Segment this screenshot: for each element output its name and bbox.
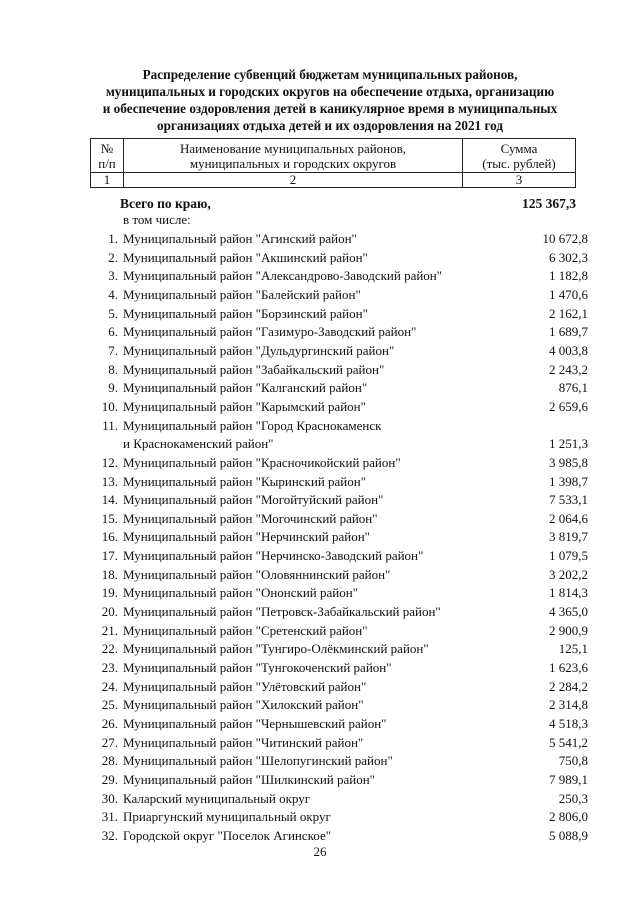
page-number: 26 xyxy=(313,844,327,859)
table-header xyxy=(90,138,576,188)
row-name: Муниципальный район "Кыринский район" xyxy=(123,473,367,489)
row-number: 29. xyxy=(101,772,118,788)
row-number: 8. xyxy=(108,361,118,377)
title-line: муниципальных и городских округов на обеспечение отдыха, организацию xyxy=(105,84,555,99)
row-value: 2 243,2 xyxy=(549,361,588,377)
row-number: 12. xyxy=(101,454,118,470)
table-row xyxy=(0,696,640,715)
row-value: 7 989,1 xyxy=(549,772,588,788)
row-number: 24. xyxy=(101,678,118,694)
table-row xyxy=(0,491,640,510)
table-row xyxy=(0,286,640,305)
row-value: 6 302,3 xyxy=(549,249,588,265)
row-name: Муниципальный район "Чернышевский район" xyxy=(123,716,387,732)
row-number: 13. xyxy=(101,473,118,489)
row-number: 30. xyxy=(101,790,118,806)
row-name: Муниципальный район "Оловяннинский район" xyxy=(123,566,391,582)
row-name-continued: и Краснокаменский район" xyxy=(123,435,274,451)
row-name: Муниципальный район "Забайкальский район" xyxy=(123,361,385,377)
row-value: 2 064,6 xyxy=(549,510,588,526)
row-value: 3 819,7 xyxy=(549,529,588,545)
row-value: 2 284,2 xyxy=(549,678,588,694)
row-value: 3 202,2 xyxy=(549,566,588,582)
row-value: 2 314,8 xyxy=(549,697,588,713)
row-name: Муниципальный район "Петровск-Забайкальский район" xyxy=(123,604,441,620)
row-number: 6. xyxy=(108,324,118,340)
header-name: Наименование муниципальных районов, муниципальных и городских округов xyxy=(124,139,463,173)
row-value: 4 003,8 xyxy=(549,342,588,358)
row-name: Муниципальный район "Борзинский район" xyxy=(123,305,368,321)
total-value: 125 367,3 xyxy=(522,196,576,211)
row-value: 4 365,0 xyxy=(549,604,588,620)
row-name: Муниципальный район "Город Краснокаменск xyxy=(123,417,382,433)
table-row xyxy=(0,361,640,380)
row-name: Муниципальный район "Могойтуйский район" xyxy=(123,492,384,508)
row-number: 21. xyxy=(101,622,118,638)
header-index: 1 xyxy=(91,173,124,188)
table-body xyxy=(0,230,640,846)
header-number: № п/п xyxy=(91,139,124,173)
row-value: 1 689,7 xyxy=(549,324,588,340)
table-row xyxy=(0,603,640,622)
row-value: 7 533,1 xyxy=(549,492,588,508)
row-name: Муниципальный район "Газимуро-Заводский район" xyxy=(123,324,417,340)
row-name: Муниципальный район "Калганский район" xyxy=(123,380,368,396)
title-line: организациях отдыха детей и их оздоровления на 2021 год xyxy=(156,118,503,133)
row-number: 15. xyxy=(101,510,118,526)
row-number: 1. xyxy=(108,231,118,246)
table-row xyxy=(0,528,640,547)
row-value: 10 672,8 xyxy=(542,231,588,246)
row-number: 11. xyxy=(102,417,118,433)
row-name: Муниципальный район "Читинский район" xyxy=(123,734,364,750)
row-value: 5 088,9 xyxy=(549,827,588,843)
row-name: Муниципальный район "Балейский район" xyxy=(123,286,361,302)
row-number: 17. xyxy=(101,548,118,564)
row-value: 1 470,6 xyxy=(549,286,588,302)
row-name: Муниципальный район "Агинский район" xyxy=(123,231,357,246)
table-row xyxy=(0,752,640,771)
table-row xyxy=(0,771,640,790)
row-name: Муниципальный район "Нерчинский район" xyxy=(123,529,370,545)
table-row xyxy=(0,622,640,641)
table-row xyxy=(0,808,640,827)
table-row xyxy=(0,323,640,342)
row-name: Муниципальный район "Карымский район" xyxy=(123,398,366,414)
table-row xyxy=(0,659,640,678)
table-row xyxy=(0,790,640,809)
row-name: Муниципальный район "Красночикойский район" xyxy=(123,454,401,470)
row-number: 14. xyxy=(101,492,118,508)
row-name: Муниципальный район "Сретенский район" xyxy=(123,622,368,638)
header-amount: Сумма (тыс. рублей) xyxy=(463,139,576,173)
row-name: Муниципальный район "Могочинский район" xyxy=(123,510,378,526)
row-value: 1 623,6 xyxy=(549,660,588,676)
table-row xyxy=(0,640,640,659)
row-value: 2 806,0 xyxy=(549,809,588,825)
row-value: 125,1 xyxy=(558,641,588,657)
row-number: 18. xyxy=(101,566,118,582)
row-name: Муниципальный район "Дульдургинский район" xyxy=(123,342,395,358)
table-row xyxy=(0,342,640,361)
row-name: Городской округ "Поселок Агинское" xyxy=(123,827,332,843)
including-label: в том числе: xyxy=(123,212,191,227)
table-row xyxy=(0,734,640,753)
table-row xyxy=(0,584,640,603)
table-row xyxy=(0,305,640,324)
row-value: 2 162,1 xyxy=(549,305,588,321)
row-value: 4 518,3 xyxy=(549,716,588,732)
table-row xyxy=(0,267,640,286)
row-number: 19. xyxy=(101,585,118,601)
row-name: Приаргунский муниципальный округ xyxy=(123,809,331,825)
row-value: 1 182,8 xyxy=(549,268,588,284)
row-number: 20. xyxy=(101,604,118,620)
row-number: 5. xyxy=(108,305,118,321)
row-value: 1 814,3 xyxy=(549,585,588,601)
row-name: Муниципальный район "Улётовский район" xyxy=(123,678,367,694)
row-number: 31. xyxy=(101,809,118,825)
row-value: 2 659,6 xyxy=(549,398,588,414)
row-value: 5 541,2 xyxy=(549,734,588,750)
row-name: Муниципальный район "Шелопугинский район" xyxy=(123,753,393,769)
row-name: Муниципальный район "Акшинский район" xyxy=(123,249,368,265)
title-line: и обеспечение оздоровления детей в каникулярное время в муниципальных xyxy=(102,101,558,116)
row-name: Муниципальный район "Нерчинско-Заводский район" xyxy=(123,548,424,564)
document-title xyxy=(80,66,580,134)
table-row xyxy=(0,473,640,492)
row-name: Муниципальный район "Хилокский район" xyxy=(123,697,364,713)
table-row xyxy=(0,249,640,268)
row-value: 1 398,7 xyxy=(549,473,588,489)
row-number: 2. xyxy=(108,249,118,265)
table-row xyxy=(0,454,640,473)
row-number: 26. xyxy=(101,716,118,732)
row-number: 23. xyxy=(101,660,118,676)
table-row xyxy=(0,379,640,398)
row-number: 28. xyxy=(101,753,118,769)
row-number: 16. xyxy=(101,529,118,545)
row-value: 1 251,3 xyxy=(549,435,588,451)
row-name: Муниципальный район "Тунгокоченский район" xyxy=(123,660,392,676)
row-number: 25. xyxy=(101,697,118,713)
table-row xyxy=(0,398,640,417)
row-number: 32. xyxy=(101,827,118,843)
table-row xyxy=(0,417,640,454)
row-number: 3. xyxy=(108,268,118,284)
row-number: 9. xyxy=(108,380,118,396)
table-row xyxy=(0,678,640,697)
total-label: Всего по краю, xyxy=(120,196,211,211)
row-name: Муниципальный район "Шилкинский район" xyxy=(123,772,375,788)
row-value: 250,3 xyxy=(558,790,588,806)
row-name: Муниципальный район "Тунгиро-Олёкминский район" xyxy=(123,641,429,657)
table-row xyxy=(0,566,640,585)
row-value: 876,1 xyxy=(558,380,588,396)
row-number: 22. xyxy=(101,641,118,657)
header-index: 2 xyxy=(124,173,463,188)
table-row xyxy=(0,715,640,734)
row-number: 10. xyxy=(101,398,118,414)
table-row xyxy=(0,827,640,846)
row-value: 3 985,8 xyxy=(549,454,588,470)
title-line: Распределение субвенций бюджетам муниципальных районов, xyxy=(142,67,518,82)
table-row xyxy=(0,510,640,529)
row-value: 1 079,5 xyxy=(549,548,588,564)
row-value: 2 900,9 xyxy=(549,622,588,638)
row-number: 4. xyxy=(108,286,118,302)
row-number: 7. xyxy=(108,342,118,358)
row-name: Муниципальный район "Ононский район" xyxy=(123,585,359,601)
row-name: Каларский муниципальный округ xyxy=(123,790,311,806)
table-row xyxy=(0,230,640,249)
table-row xyxy=(0,547,640,566)
row-value: 750,8 xyxy=(558,753,588,769)
row-name: Муниципальный район "Александрово-Заводский район" xyxy=(123,268,443,284)
row-number: 27. xyxy=(101,734,118,750)
header-index: 3 xyxy=(463,173,576,188)
